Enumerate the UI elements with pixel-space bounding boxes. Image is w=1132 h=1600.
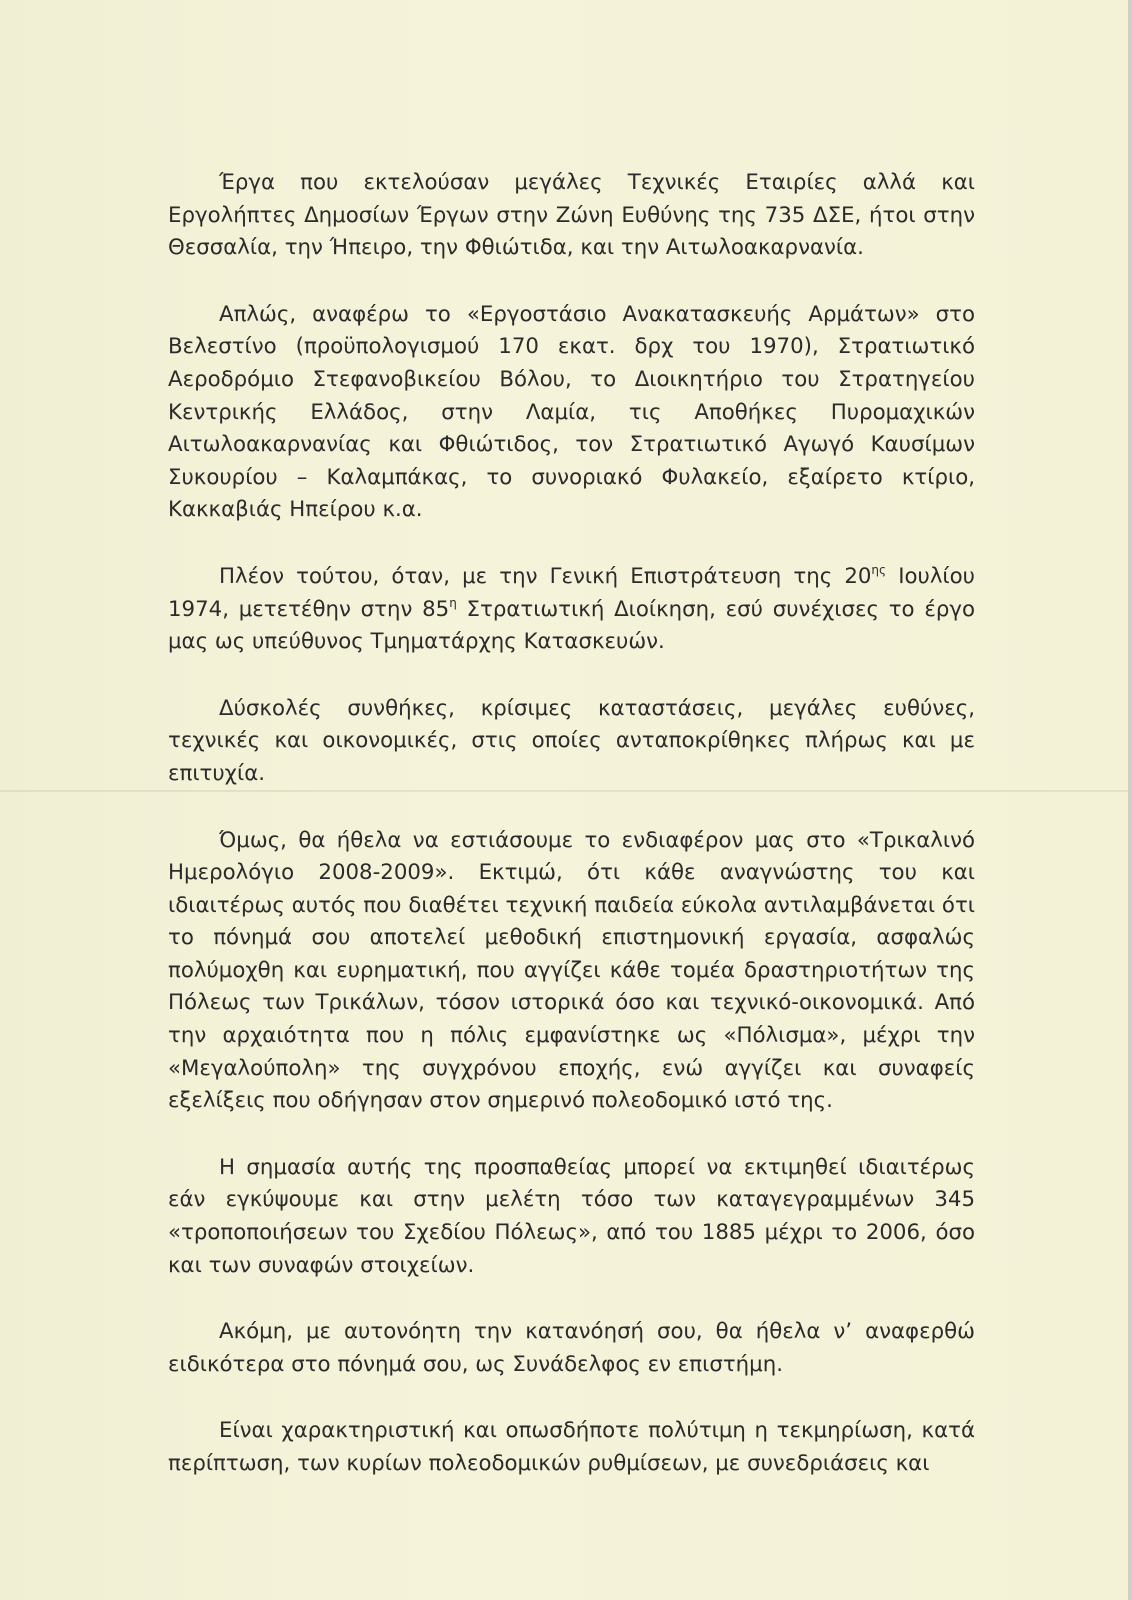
paragraph-3-part-3: Στρατιωτική Διοίκηση, εσύ συνέχισες το έργο μας ως υπεύθυνος Τμηματάρχης Κατασκευών. bbox=[168, 596, 975, 655]
paragraph-3-part-2: Ιουλίου 1974, μετετέθην στην 85 bbox=[168, 563, 975, 622]
page-edge bbox=[1128, 0, 1132, 1600]
paragraph-7: Ακόμη, με αυτονόητη την κατανόησή σου, θα ήθελα ν’ αναφερθώ ειδικότερα στο πόνημά σου, ως Συνάδελφος εν επιστήμη. bbox=[168, 1319, 975, 1377]
ordinal-suffix-1: ης bbox=[871, 562, 887, 577]
ordinal-suffix-2: η bbox=[449, 595, 457, 610]
letter-body bbox=[168, 167, 975, 1515]
paragraph-3 bbox=[168, 561, 975, 659]
paragraph-8: Είναι χαρακτηριστική και οπωσδήποτε πολύτιμη η τεκμηρίωση, κατά περίπτωση, των κυρίων πολεοδομικών ρυθμίσεων, με συνεδριάσεις και bbox=[168, 1418, 975, 1476]
paragraph-4: Δύσκολές συνθήκες, κρίσιμες καταστάσεις, μεγάλες ευθύνες, τεχνικές και οικονομικές, στις οποίες ανταποκρίθηκες πλήρως και με επιτυχία. bbox=[168, 695, 975, 786]
paragraph-3-part-1: Πλέον τούτου, όταν, με την Γενική Επιστράτευση της 20 bbox=[219, 563, 872, 589]
paragraph-5: Όμως, θα ήθελα να εστιάσουμε το ενδιαφέρον μας στο «Τρικαλινό Ημερολόγιο 2008-2009». Εκτιμώ, ότι κάθε αναγνώστης του και ιδιαιτέρως αυτός που διαθέτει τεχνική παιδεία εύκολα αντιλαμβάνεται ότι το πόνημά σου αποτελεί μεθοδική επιστημονική εργασία, ασφαλώς πολύμοχθη και ευρηματική, που αγγίζει κάθε τομέα δραστηριοτήτων της Πόλεως των Τρικάλων, τόσον ιστορικά όσο και τεχνικό-οικονομικά. Από την αρχαιότητα που η πόλις εμφανίστηκε ως «Πόλισμα», μέχρι την «Μεγαλούπολη» της συγχρόνου εποχής, ενώ αγγίζει και συναφείς εξελίξεις που οδήγησαν στον σημερινό πολεοδομικό ιστό της. bbox=[168, 827, 975, 1114]
paragraph-6: Η σημασία αυτής της προσπαθείας μπορεί να εκτιμηθεί ιδιαιτέρως εάν εγκύψουμε και στην μελέτη τόσο των καταγεγραμμένων 345 «τροποποιήσεων του Σχεδίου Πόλεως», από του 1885 μέχρι το 2006, όσο και των συναφών στοιχείων. bbox=[168, 1154, 975, 1278]
paragraph-1: Έργα που εκτελούσαν μεγάλες Τεχνικές Εταιρίες αλλά και Εργολήπτες Δημοσίων Έργων στην Ζώνη Ευθύνης της 735 ΔΣΕ, ήτοι στην Θεσσαλία, την Ήπειρο, την Φθιώτιδα, και την Αιτωλοακαρνανία. bbox=[168, 170, 975, 261]
paragraph-2: Απλώς, αναφέρω το «Εργοστάσιο Ανακατασκευής Αρμάτων» στο Βελεστίνο (προϋπολογισμού 170 εκατ. δρχ του 1970), Στρατιωτικό Αεροδρόμιο Στεφανοβικείου Βόλου, το Διοικητήριο του Στρατηγείου Κεντρικής Ελλάδος, στην Λαμία, τις Αποθήκες Πυρομαχικών Αιτωλοακαρνανίας και Φθιώτιδος, τον Στρατιωτικό Αγωγό Καυσίμων Συκουρίου – Καλαμπάκας, το συνοριακό Φυλακείο, εξαίρετο κτίριο, Κακκαβιάς Ηπείρου κ.α. bbox=[168, 301, 975, 523]
